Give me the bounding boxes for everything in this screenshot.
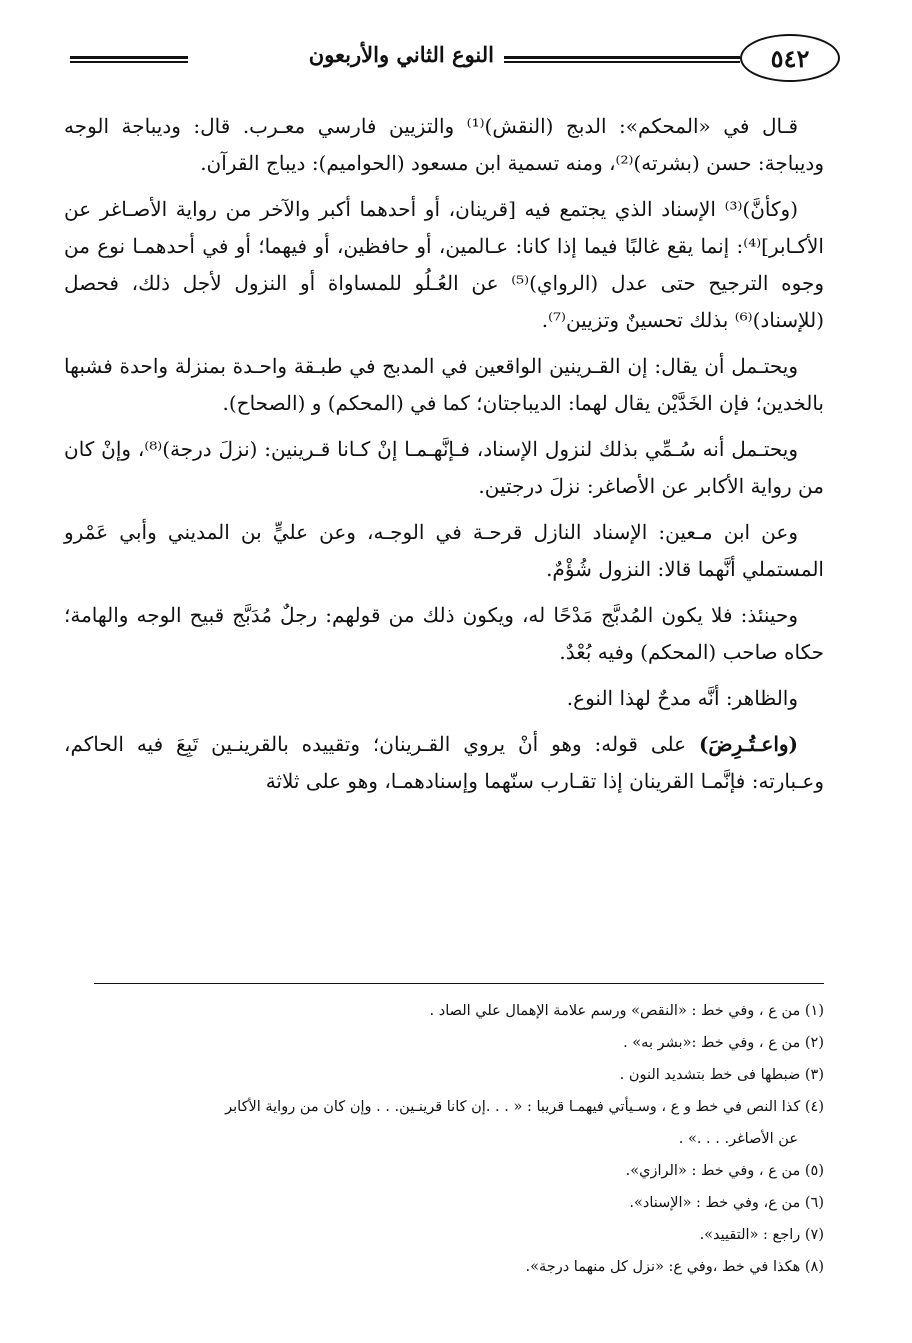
footnote: (٢) من ع ، وفي خط :«بشر به» . <box>623 1035 824 1051</box>
paragraph-last <box>64 726 824 800</box>
objection-label: (واعـتُـرِضَ) <box>698 732 798 756</box>
footnote-continuation: عن الأصاغر. . . .» . <box>678 1131 798 1147</box>
footnotes <box>64 995 824 1283</box>
footnote: (٤) كذا النص في خط و ع ، وسـيأتي فيهمـا قريبا : « . . .إن كانا قرينـين. . . وإن كان من رواية الأكابر <box>225 1099 824 1115</box>
paragraph: ويحتـمل أنه سُـمِّي بذلك لنزول الإسناد، فـإنَّهـمـا إنْ كـانا قـرينين: (نزلَ درجة)⁽⁸⁾، وإنْ كان من رواية الأكابر عن الأصاغر: نزلَ درجتين. <box>64 437 824 498</box>
footnote: (٥) من ع ، وفي خط : «الرازي». <box>625 1163 824 1179</box>
main-text <box>64 108 824 809</box>
footnote: (٣) ضبطها فى خط بتشديد النون . <box>619 1067 824 1083</box>
paragraph: ويحتـمل أن يقال: إن القـرينين الواقعين في المدبج في طبـقة واحـدة بمنزلة واحدة فشبها بالخدين؛ فإن الخَدَّيْن يقال لهما: الديباجتان؛ كما في (المحكم) و (الصحاح). <box>64 354 824 415</box>
paragraph-text: على قوله: وهو أنْ يروي القـرينان؛ وتقييده بالقرينـين تَبِعَ فيه الحاكم، وعـبارته: فإنَّمـا القرينان إذا تقـارب سنّهما وإسنادهمـا، وهو على ثلاثة <box>64 732 824 793</box>
header-rule-left <box>70 56 188 63</box>
paragraph: وعن ابن مـعين: الإسناد النازل قرحـة في الوجـه، وعن عليٍّ بن المديني وأبي عَمْرو المستملي أنَّهما قالا: النزول شُؤْمٌ. <box>64 520 824 581</box>
page-number: ٥٤٢ <box>740 34 840 82</box>
header-rule-right <box>504 56 740 63</box>
footnote-separator <box>94 983 824 984</box>
paragraph: وحينئذ: فلا يكون المُدبَّج مَدْحًا له، ويكون ذلك من قولهم: رجلٌ مُدَبَّج قبيح الوجه والهامة؛ حكاه صاحب (المحكم) وفيه بُعْدٌ. <box>64 603 824 664</box>
footnote: (٦) من ع، وفي خط : «الإسناد». <box>629 1195 824 1211</box>
footnote: (٨) هكذا في خط ،وفي ع: «نزل كل منهما درجة». <box>525 1259 824 1275</box>
paragraph: قـال في «المحكم»: الدبج (النقش)⁽¹⁾ والتزيين فارسي معـرب. قال: وديباجة الوجه وديباجة: حسن (بشرته)⁽²⁾، ومنه تسمية ابن مسعود (الحواميم): ديباج القرآن. <box>64 114 824 175</box>
page-header <box>70 30 840 90</box>
chapter-title: النوع الثاني والأربعون <box>308 42 494 67</box>
paragraph: والظاهر: أنَّه مدحٌ لهذا النوع. <box>566 686 798 710</box>
footnote: (١) من ع ، وفي خط : «النقص» ورسم علامة الإهمال علي الصاد . <box>429 1003 824 1019</box>
footnote: (٧) راجع : «التقييد». <box>699 1227 824 1243</box>
paragraph: (وكأنَّ)⁽³⁾ الإسناد الذي يجتمع فيه [قرينان، أو أحدهما أكبر والآخر من رواية الأصـاغر عن الأكـابر]⁽⁴⁾: إنما يقع غالبًا فيما إذا كانا: عـالمين، أو حافظين، أو فيهما؛ أو في أحدهمـا نوع من وجوه الترجيح حتى عدل (الرواي)⁽⁵⁾ عن العُـلُو للمساواة أو النزول لأجل ذلك، فحصل (للإسناد)⁽⁶⁾ بذلك تحسينٌ وتزيين⁽⁷⁾. <box>64 197 824 332</box>
